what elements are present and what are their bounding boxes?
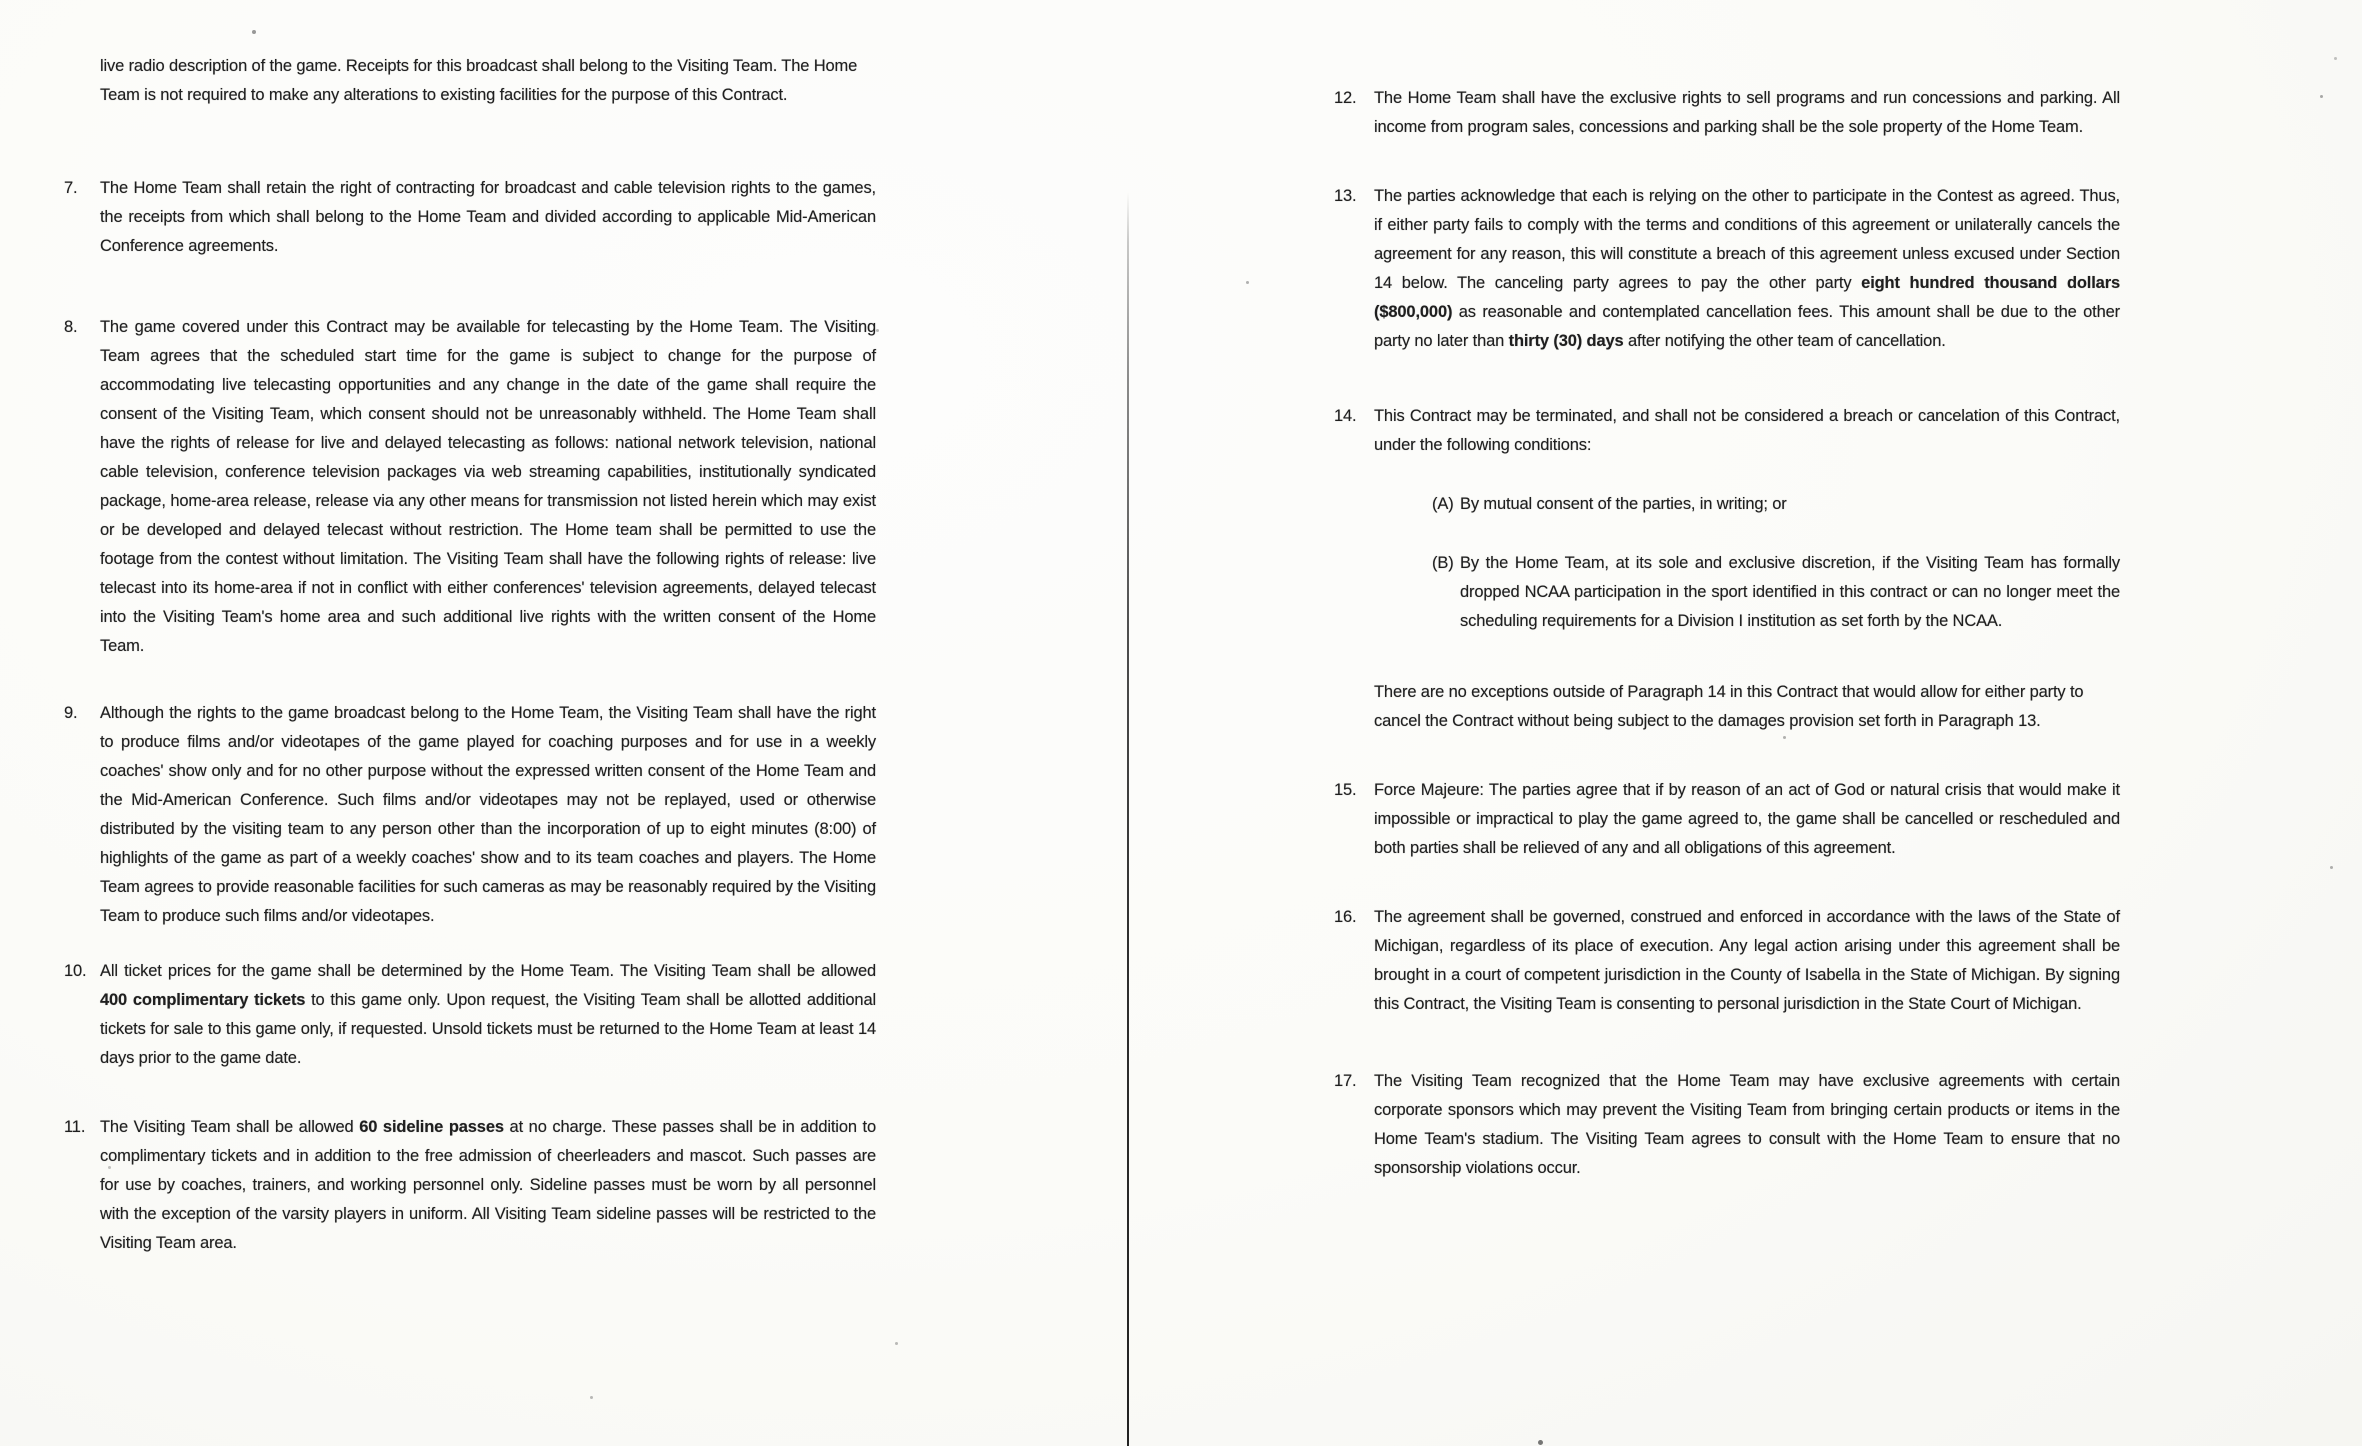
clause-7 [64,174,876,261]
clause-8 [64,313,876,661]
clause-text [100,1113,876,1258]
clause-text-segment: The Home Team shall have the exclusive rights to sell programs and run concessions and parking. All income from program sales, concessions and parking shall be the sole property of the Home Team. [1374,89,2120,136]
clause-text-segment: This Contract may be terminated, and shall not be considered a breach or cancelation of this Contract, under the following conditions: [1374,407,2120,454]
scan-speck-dot [590,1396,593,1399]
clause-subitem-A [1374,490,2120,519]
scan-speck-dot [108,1166,111,1169]
clause-16 [1334,903,2120,1019]
clause-number: 13. [1334,187,1357,205]
clause-text [100,52,876,110]
clause-number: 11. [64,1118,86,1136]
clause-number: 15. [1334,781,1357,799]
clause-text-segment: Force Majeure: The parties agree that if by reason of an act of God or natural crisis that would make it impossible or impractical to play the game agreed to, the game shall be cancelled or rescheduled and both parties shall be relieved of any and all obligations of this agreement. [1374,781,2120,857]
clause-11 [64,1113,876,1258]
clause-text-segment: live radio description of the game. Receipts for this broadcast shall belong to the Visiting Team. The Home Team is not required to make any alterations to existing facilities for the purpose of this Contract. [100,57,858,104]
clause-subitem-B [1374,549,2120,636]
clause-number: 10. [64,962,87,980]
scan-speck-dot [1246,281,1249,284]
clause-text-segment: The Home Team shall retain the right of contracting for broadcast and cable television rights to the games, the receipts from which shall belong to the Home Team and divided according to applicable Mid-American Conference agreements. [100,179,876,255]
clause-text [100,313,876,661]
scan-speck-dot [2334,57,2337,60]
subitem-label: (B) [1432,554,1454,572]
clause-15 [1334,776,2120,863]
clause-13 [1334,182,2120,356]
clause-text-segment: There are no exceptions outside of Paragraph 14 in this Contract that would allow for either party to cancel the Contract without being subject to the damages provision set forth in Paragraph 13. [1374,683,2084,730]
clause-text-segment: By the Home Team, at its sole and exclusive discretion, if the Visiting Team has formally dropped NCAA participation in the sport identified in this contract or can no longer meet the scheduling requirements for a Division I institution as set forth by the NCAA. [1460,554,2120,630]
clause-text [100,699,876,931]
scan-speck-dot [2320,95,2323,98]
clause-text [1374,776,2120,863]
clause-text-bold-segment: 400 complimentary tickets [100,991,306,1009]
clause-text-bold-segment: thirty (30) days [1508,332,1624,350]
clause-text-segment: Although the rights to the game broadcast belong to the Home Team, the Visiting Team shall have the right to produce films and/or videotapes of the game played for coaching purposes and for use in a weekly coaches' show only and for no other purpose without the expressed written consent of the Home Team and the Mid-American Conference. Such films and/or videotapes may not be replayed, used or otherwise distributed by the visiting team to any person other than the incorporation of up to eight minutes (8:00) of highlights of the game as part of a weekly coaches' show and to its team coaches and players. The Home Team agrees to provide reasonable facilities for such cameras as may be reasonably required by the Visiting Team to produce such films and/or videotapes. [100,704,876,925]
subitem-text [1460,490,2120,519]
clause-12 [1334,84,2120,142]
clause-text [1374,402,2120,460]
clause-text-segment: The agreement shall be governed, construed and enforced in accordance with the laws of the State of Michigan, regardless of its place of execution. Any legal action arising under this agreement shall be brought in a court of competent jurisdiction in the County of Isabella in the State of Michigan. By signing this Contract, the Visiting Team is consenting to personal jurisdiction in the State Court of Michigan. [1374,908,2120,1013]
scan-speck-dot [876,329,879,332]
clause-number: 14. [1334,407,1357,425]
clause-text-segment: as reasonable and contemplated cancellation fees. This amount shall be due to the other party no later than [1374,303,2120,350]
clause-text [1374,182,2120,356]
clause-number: 7. [64,179,78,197]
clause-number: 17. [1334,1072,1357,1090]
clause-17 [1334,1067,2120,1183]
clause-text-segment: The Visiting Team shall be allowed [100,1118,360,1136]
scan-speck-dot [583,214,586,217]
subitem-text [1460,549,2120,636]
clause-text-segment: The game covered under this Contract may be available for telecasting by the Home Team. The Visiting Team agrees that the scheduled start time for the game is subject to change for the purpose of accommodating live telecasting opportunities and any change in the date of the game shall require the consent of the Visiting Team, which consent should not be unreasonably withheld. The Home Team shall have the rights of release for live and delayed telecasting as follows: national network television, national cable television, conference television packages via web streaming capabilities, institutionally syndicated package, home-area release, release via any other means for transmission not listed herein which may exist or be developed and delayed telecast without restriction. The Home team shall be permitted to use the footage from the contest without limitation. The Visiting Team shall have the following rights of release: live telecast into its home-area if not in conflict with either conferences' television agreements, delayed telecast into the Visiting Team's home area and such additional live rights with the written consent of the Home Team. [100,318,876,655]
clause-text [100,174,876,261]
clause-text-segment: at no charge. These passes shall be in addition to complimentary tickets and in addition to the free admission of cheerleaders and mascot. Such passes are for use by coaches, trainers, and working personnel only. Sideline passes must be worn by all personnel with the exception of the varsity players in uniform. All Visiting Team sideline passes will be restricted to the Visiting Team area. [100,1118,876,1252]
clause-9 [64,699,876,931]
right-page-column [1334,84,2120,1183]
clause-text [1374,1067,2120,1183]
clause-10 [64,957,876,1073]
clause-number: 8. [64,318,78,336]
clause-text [100,957,876,1073]
clause-text-segment: The parties acknowledge that each is relying on the other to participate in the Contest as agreed. Thus, if either party fails to comply with the terms and conditions of this agreement or unilaterally cancels the agreement for any reason, this will constitute a breach of this agreement unless excused under Section 14 below. The canceling party agrees to pay the other party [1374,187,2120,292]
scan-speck-dot [2330,866,2333,869]
clause-number: 9. [64,704,78,722]
clause-text-segment: The Visiting Team recognized that the Home Team may have exclusive agreements with certain corporate sponsors which may prevent the Visiting Team from bringing certain products or items in the Home Team's stadium. The Visiting Team agrees to consult with the Home Team to ensure that no sponsorship violations occur. [1374,1072,2120,1177]
clause-number: 12. [1334,89,1357,107]
clause-text-bold-segment: 60 sideline passes [359,1118,504,1136]
subitem-label: (A) [1432,495,1454,513]
clause-text-segment: after notifying the other team of cancellation. [1623,332,1946,350]
clause-text-bold-segment: eight hundred thousand dollars ($800,000) [1374,274,2120,321]
scan-speck-dot [895,1342,898,1345]
clause-text-segment: All ticket prices for the game shall be determined by the Home Team. The Visiting Team shall be allowed [100,962,876,980]
page-seam-line [1127,192,1129,1446]
scan-speck-dot [1783,736,1786,739]
continuation-from-previous-page [64,52,876,110]
no-exceptions-note [1334,678,2120,736]
clause-text [1374,903,2120,1019]
clause-14 [1334,402,2120,636]
scan-speck-dot [1538,1440,1543,1445]
left-page-column [64,52,876,1258]
clause-number: 16. [1334,908,1357,926]
clause-text [1374,84,2120,142]
scan-speck-dot [252,30,256,34]
clause-text [1374,678,2120,736]
clause-text-segment: By mutual consent of the parties, in writing; or [1460,495,1787,513]
clause-text-segment: to this game only. Upon request, the Visiting Team shall be allotted additional tickets for sale to this game only, if requested. Unsold tickets must be returned to the Home Team at least 14 days prior to the game date. [100,991,876,1067]
